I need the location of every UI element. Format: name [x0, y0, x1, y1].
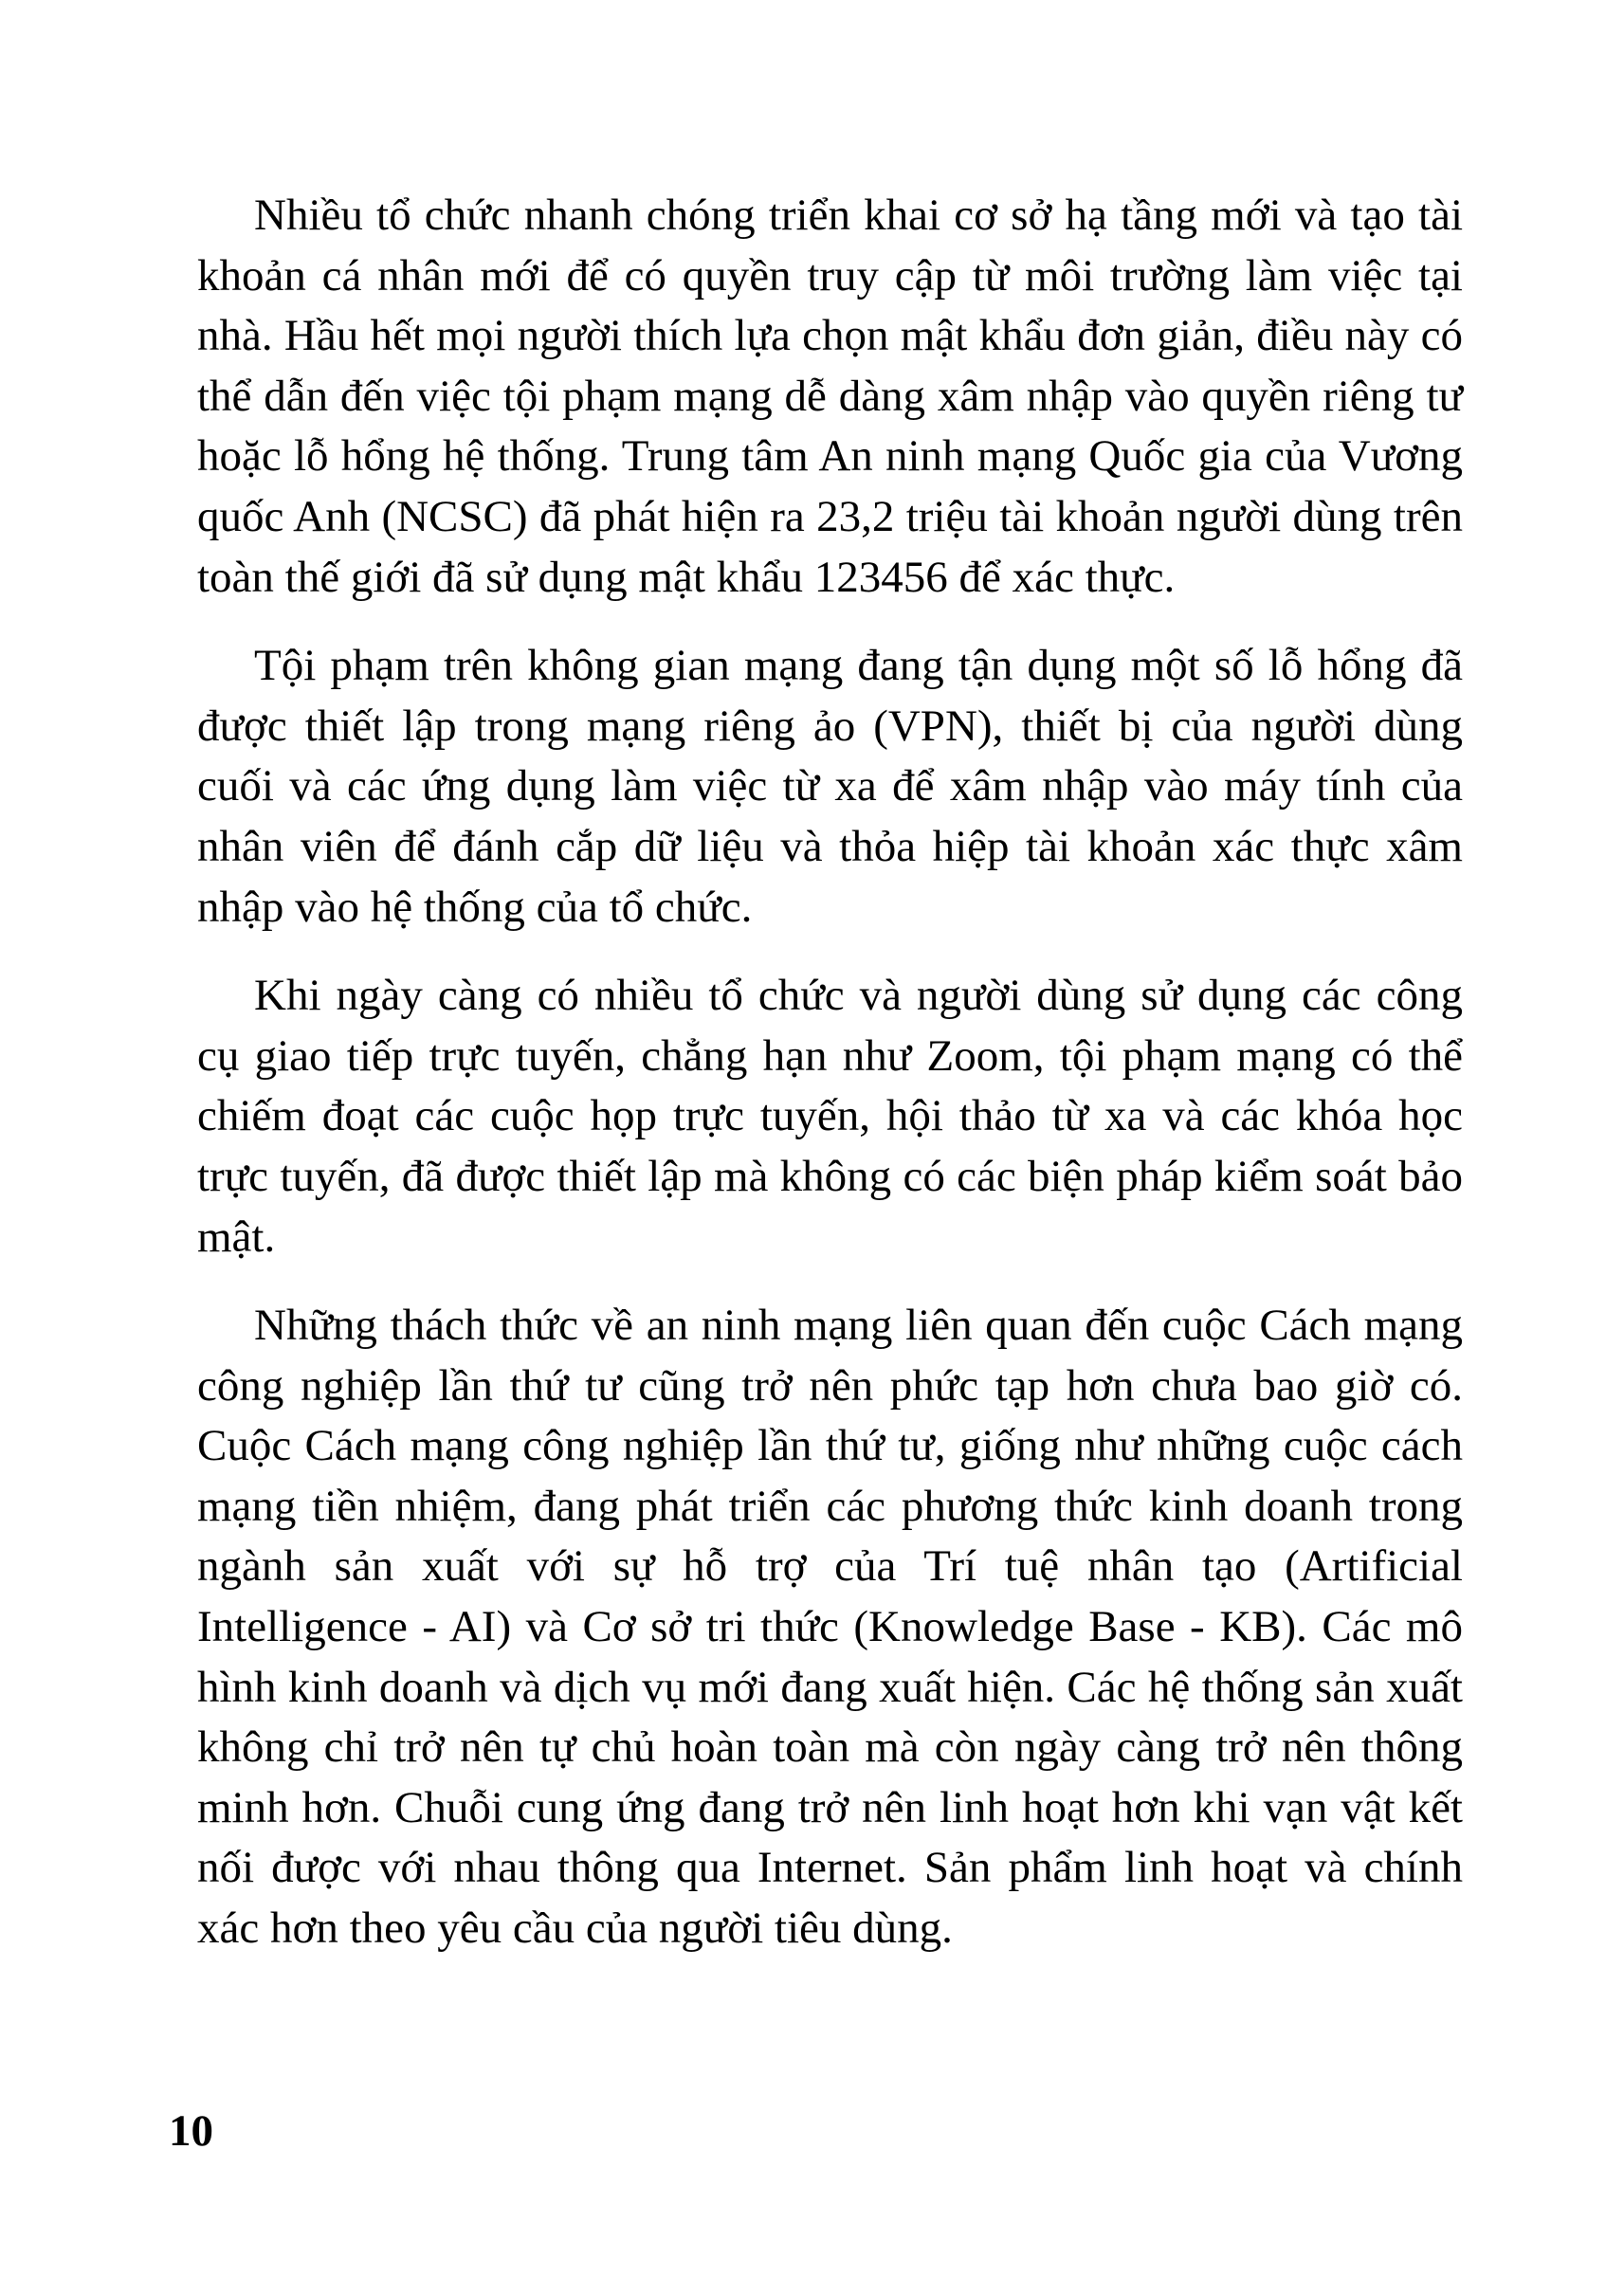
page-number: 10	[169, 2106, 213, 2156]
paragraph-1: Nhiều tổ chức nhanh chóng triển khai cơ sở hạ tầng mới và tạo tài khoản cá nhân mới để có quyền truy cập từ môi trường làm việc tại nhà. Hầu hết mọi người thích lựa chọn mật khẩu đơn giản, điều này có thể dẫn đến việc tội phạm mạng dễ dàng xâm nhập vào quyền riêng tư hoặc lỗ hổng hệ thống. Trung tâm An ninh mạng Quốc gia của Vương quốc Anh (NCSC) đã phát hiện ra 23,2 triệu tài khoản người dùng trên toàn thế giới đã sử dụng mật khẩu 123456 để xác thực.	[197, 191, 1463, 602]
paragraph-4: Những thách thức về an ninh mạng liên quan đến cuộc Cách mạng công nghiệp lần thứ tư cũng trở nên phức tạp hơn chưa bao giờ có. Cuộc Cách mạng công nghiệp lần thứ tư, giống như những cuộc cách mạng tiền nhiệm, đang phát triển các phương thức kinh doanh trong ngành sản xuất với sự hỗ trợ của Trí tuệ nhân tạo (Artificial Intelligence - AI) và Cơ sở tri thức (Knowledge Base - KB). Các mô hình kinh doanh và dịch vụ mới đang xuất hiện. Các hệ thống sản xuất không chỉ trở nên tự chủ hoàn toàn mà còn ngày càng trở nên thông minh hơn. Chuỗi cung ứng đang trở nên linh hoạt hơn khi vạn vật kết nối được với nhau thông qua Internet. Sản phẩm linh hoạt và chính xác hơn theo yêu cầu của người tiêu dùng.	[197, 1301, 1463, 1954]
body-text	[197, 186, 1463, 1988]
paragraph-3: Khi ngày càng có nhiều tổ chức và người dùng sử dụng các công cụ giao tiếp trực tuyến, chẳng hạn như Zoom, tội phạm mạng có thể chiếm đoạt các cuộc họp trực tuyến, hội thảo từ xa và các khóa học trực tuyến, đã được thiết lập mà không có các biện pháp kiểm soát bảo mật.	[197, 971, 1463, 1262]
paragraph-2: Tội phạm trên không gian mạng đang tận dụng một số lỗ hổng đã được thiết lập trong mạng riêng ảo (VPN), thiết bị của người dùng cuối và các ứng dụng làm việc từ xa để xâm nhập vào máy tính của nhân viên để đánh cắp dữ liệu và thỏa hiệp tài khoản xác thực xâm nhập vào hệ thống của tổ chức.	[197, 641, 1463, 932]
